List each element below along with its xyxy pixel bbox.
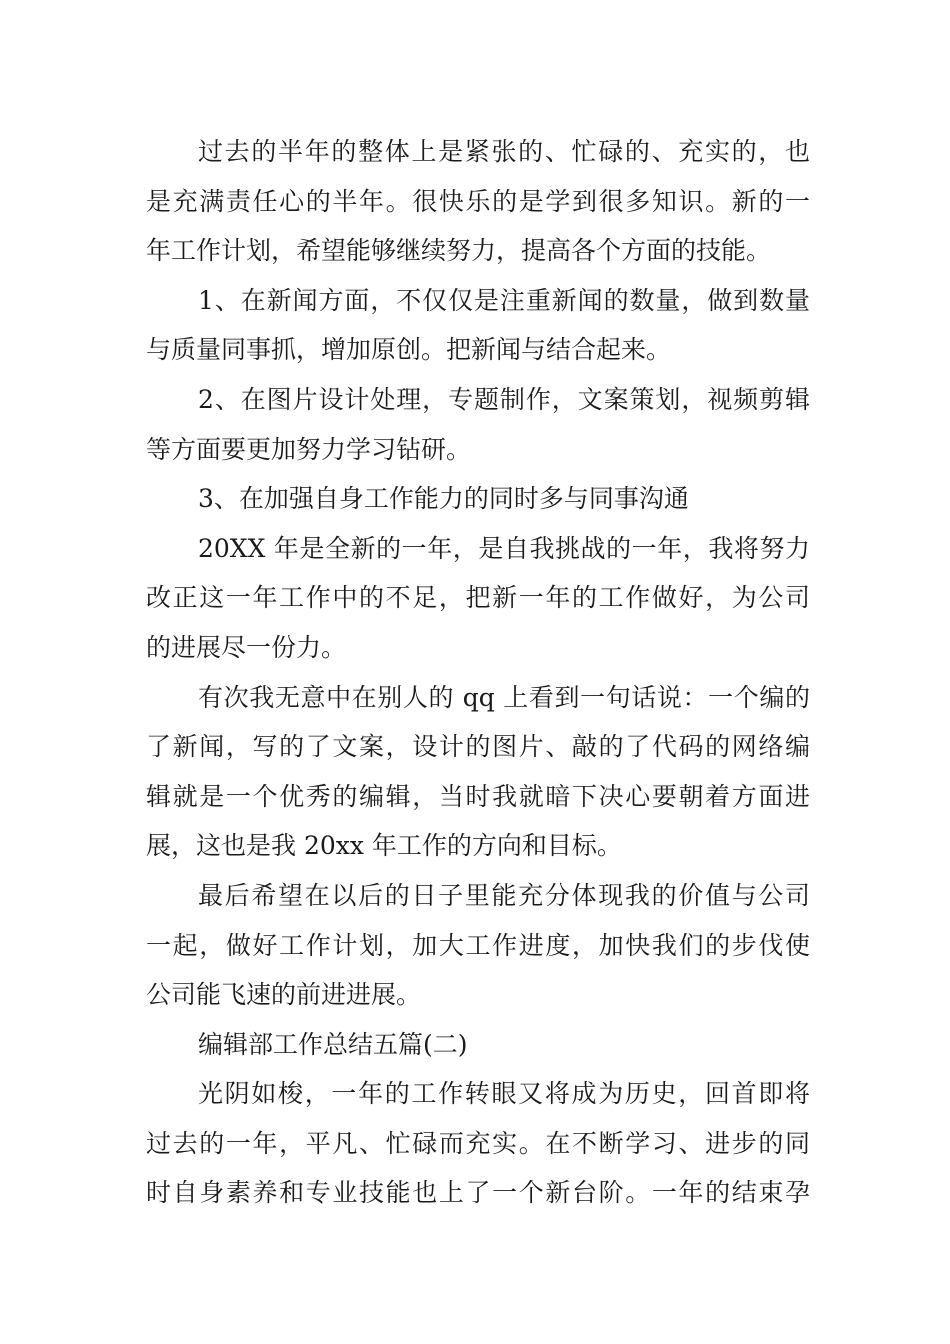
text-line: 与质量同事抓，增加原创。把新闻与结合起来。 (146, 335, 672, 365)
text-line: 20XX 年是全新的一年，是自我挑战的一年，我将努力 (198, 533, 810, 563)
text-line: 3、在加强自身工作能力的同时多与同事沟通 (198, 484, 689, 514)
text-line: 1、在新闻方面，不仅仅是注重新闻的数量，做到数量 (198, 285, 810, 315)
text-line: 一起，做好工作计划，加大工作进度，加快我们的步伐使 (146, 930, 810, 960)
text-line: 公司能飞速的前进进展。 (146, 980, 422, 1010)
text-line: 时自身素养和专业技能也上了一个新台阶。一年的结束孕 (146, 1178, 810, 1208)
text-line: 辑就是一个优秀的编辑，当时我就暗下决心要朝着方面进 (146, 781, 810, 811)
text-line: 最后希望在以后的日子里能充分体现我的价值与公司 (198, 880, 810, 910)
text-line: 光阴如梭，一年的工作转眼又将成为历史，回首即将 (198, 1079, 810, 1109)
text-line: 等方面要更加努力学习钻研。 (146, 434, 472, 464)
text-line: 有次我无意中在别人的 qq 上看到一句话说：一个编的 (198, 682, 810, 712)
text-line: 过去的一年，平凡、忙碌而充实。在不断学习、进步的同 (146, 1128, 810, 1158)
text-line: 了新闻，写的了文案，设计的图片、敲的了代码的网络编 (146, 732, 810, 762)
text-line: 改正这一年工作中的不足，把新一年的工作做好，为公司 (146, 583, 810, 613)
text-line: 过去的半年的整体上是紧张的、忙碌的、充实的，也 (198, 137, 810, 166)
text-line: 的进展尽一份力。 (146, 632, 347, 662)
text-line: 展，这也是我 20xx 年工作的方向和目标。 (146, 831, 622, 861)
document-page (146, 127, 810, 1218)
text-line: 编辑部工作总结五篇(二) (198, 1029, 468, 1059)
text-line: 年工作计划，希望能够继续努力，提高各个方面的技能。 (146, 236, 772, 266)
text-line: 是充满责任心的半年。很快乐的是学到很多知识。新的一 (146, 186, 810, 216)
text-line: 2、在图片设计处理，专题制作，文案策划，视频剪辑 (198, 384, 810, 414)
